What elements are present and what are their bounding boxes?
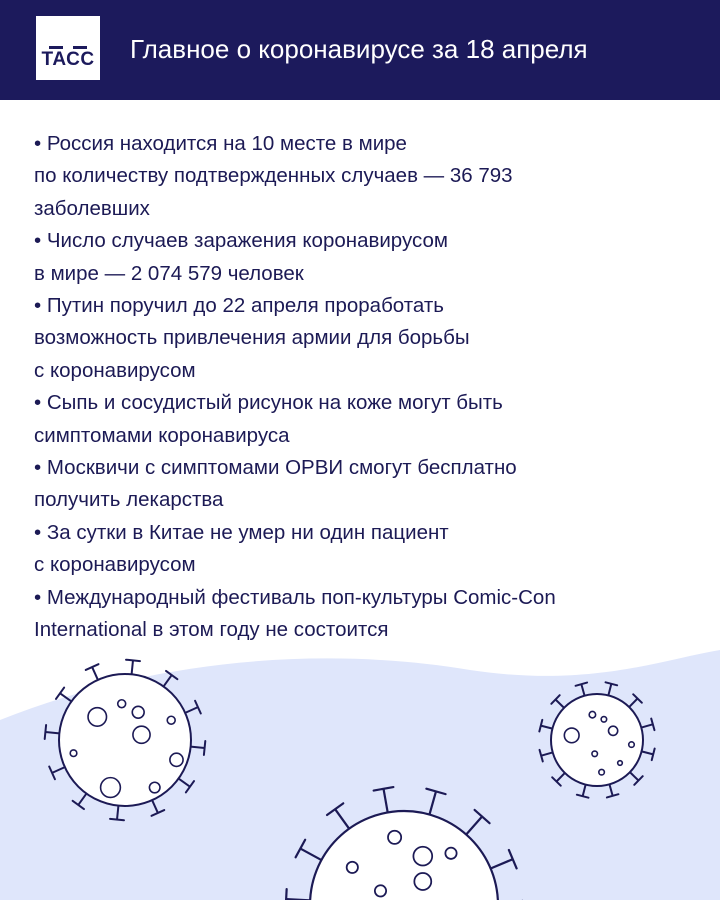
news-item: • Москвичи с симптомами ОРВИ смогут бесплатно получить лекарства: [34, 456, 517, 512]
header-banner: [0, 0, 720, 100]
virus-illustration: [0, 640, 720, 900]
virus-spike-cap: [45, 725, 46, 739]
virus-spike-cap: [126, 660, 140, 661]
virus-spike: [92, 667, 98, 680]
virus-body: [59, 674, 191, 806]
news-item: • Путин поручил до 22 апреля проработать возможность привлечения армии для борьбы с коронавирусом: [34, 294, 470, 382]
news-item: • Международный фестиваль поп-культуры Comic-Con International в этом году не состоится: [34, 585, 556, 642]
news-item: • За сутки в Китае не умер ни один пациент с коронавирусом: [34, 520, 449, 577]
tass-logo: [36, 16, 100, 80]
news-item: • Число случаев заражения коронавирусом в мире — 2 074 579 человек: [34, 229, 448, 285]
news-list: [34, 128, 694, 647]
page-title: Главное о коронавирусе за 18 апреля: [130, 34, 588, 64]
news-item: • Сыпь и сосудистый рисунок на коже могут быть симптомами коронавируса: [34, 391, 503, 447]
logo-text: ТАСС: [41, 49, 95, 70]
virus-spike-cap: [286, 889, 287, 900]
virus-body: [551, 694, 643, 786]
virus-spike-cap: [204, 741, 205, 755]
virus-spike: [117, 806, 118, 820]
virus-spike: [132, 660, 133, 674]
virus-spike-cap: [56, 688, 64, 699]
news-item: • Россия находится на 10 месте в мире по количеству подтвержденных случаев — 36 793 заболевших: [34, 132, 513, 220]
virus-spike-cap: [110, 819, 124, 820]
virus-icon: [539, 682, 654, 797]
virus-spike: [191, 747, 205, 748]
virus-spike: [45, 732, 59, 733]
